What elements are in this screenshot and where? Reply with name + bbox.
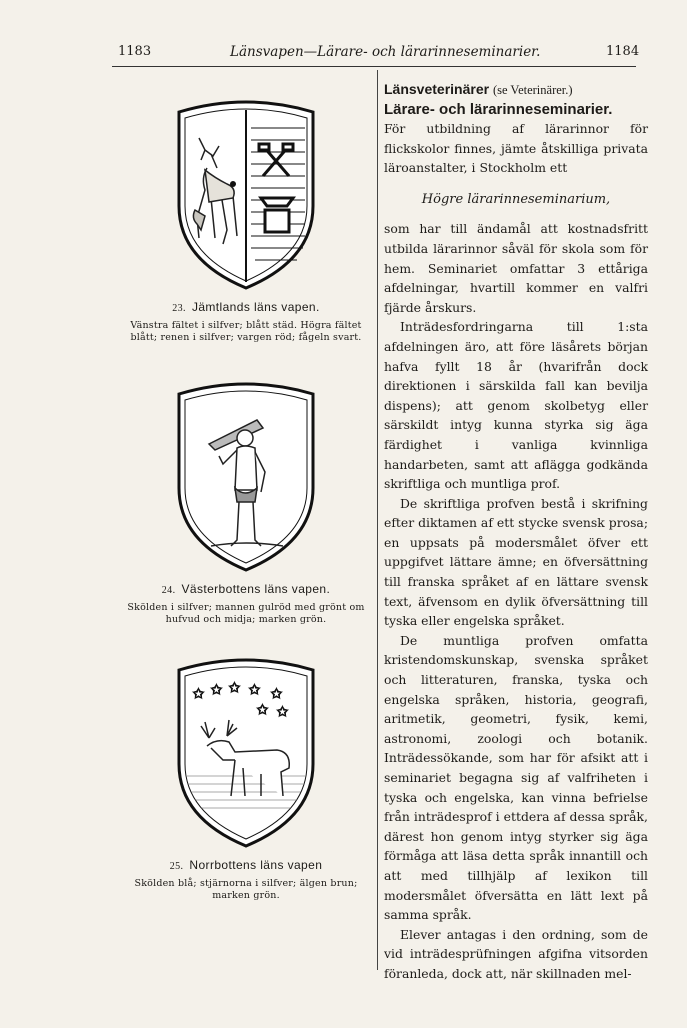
jamtland-shield-icon	[171, 98, 321, 292]
heading-lansveterinarer: Länsveterinärer (se Veterinärer.)	[384, 81, 573, 97]
intro-paragraph: För utbildning af lärarinnor för flickskolor finnes, jämte åtskilliga privata läroanstalter, i Stockholm ett	[384, 121, 648, 176]
running-title: Länsvapen—Lärare- och lärarinneseminarier.	[230, 44, 541, 60]
vasterbotten-shield-icon	[171, 380, 321, 574]
heading-seminarier: Lärare- och lärarinneseminarier.	[384, 101, 613, 118]
coat-of-arms-vasterbotten	[120, 380, 372, 626]
svg-text:✩: ✩	[249, 683, 260, 698]
arms-description-23: Vänstra fältet i silfver; blått städ. Högra fältet blått; renen i silfver; vargen röd; fågeln svart.	[130, 320, 362, 343]
norrbotten-shield-icon	[171, 656, 321, 850]
svg-text:✩: ✩	[271, 687, 282, 702]
paragraph-4: De muntliga profven omfatta kristendomskunskap, svenska språket och litteraturen, franska, tyska och engelska språken, historia, geografi, aritmetik, geometri, fysik, kemi, astronomi, zoologi och botanik. Inträdessökande, som har för afsikt att i seminariet begagna sig af valfriheten i tyska och engelska, kan vinna befrielse från inträdesprof i ettdera af dessa språk, därest hon genom intyg styrker sig äga förmåga att läsa detta språk innantill och att med tillhjälp af lexikon till modersmålet öfversätta en lätt lext på samma språk.	[384, 632, 648, 923]
paragraph-5: Elever antagas i den ordning, som de vid inträdesprüfningen afgifna vitsorden föranleda, dock att, när skillnaden mel-	[384, 926, 648, 981]
arms-description-25: Skölden blå; stjärnorna i silfver; älgen brun; marken grön.	[134, 878, 358, 901]
arms-caption-24: 24. Västerbottens läns vapen.	[161, 582, 331, 596]
arms-description-24: Skölden i silfver; mannen gulröd med grönt om hufvud och midja; marken grön.	[127, 602, 365, 625]
coat-of-arms-jamtland	[120, 98, 372, 344]
svg-text:✩: ✩	[193, 687, 204, 702]
coat-of-arms-norrbotten	[120, 656, 372, 902]
page-number-left: 1183	[118, 44, 152, 59]
paragraph-3: De skriftliga profven bestå i skrifning efter diktamen af ett stycke svensk prosa; en uppsats på modersmålet öfver ett uppgifvet lättare ämne; en öfversättning till franska språket af en lättare svensk text, äfvensom en dylik öfversättning till tyska eller engelska språket.	[384, 495, 648, 629]
svg-text:✩: ✩	[211, 683, 222, 698]
header-rule	[112, 66, 636, 67]
svg-text:✩: ✩	[257, 703, 268, 718]
article-column	[384, 80, 648, 984]
arms-caption-25: 25. Norrbottens läns vapen	[169, 858, 323, 872]
paragraph-1: som har till ändamål att kostnadsfritt utbilda lärarinnor såväl för skola som för hem. Seminariet omfattar 3 ettåriga afdelningar, hvartill kommer en valfri fjärde årskurs.	[384, 221, 648, 315]
page-number-right: 1184	[606, 44, 640, 59]
arms-caption-23: 23. Jämtlands läns vapen.	[172, 300, 320, 314]
svg-text:✩: ✩	[277, 705, 288, 720]
paragraph-2: Inträdesfordringarna till 1:sta afdelningen äro, att före läsårets början hafva fyllt 18 år (hvarifrån dock direktionen i särskilda fall kan bevilja dispens); att genom skolbetyg eller särskildt intyg kunna styrka sig äga färdighet i vanliga kvinnliga handarbeten, samt att aflägga godkända skriftliga och muntliga prof.	[384, 319, 648, 492]
column-divider	[377, 70, 378, 970]
svg-text:✩: ✩	[229, 681, 240, 696]
subheading-seminarium: Högre lärarinneseminarium,	[421, 191, 611, 207]
